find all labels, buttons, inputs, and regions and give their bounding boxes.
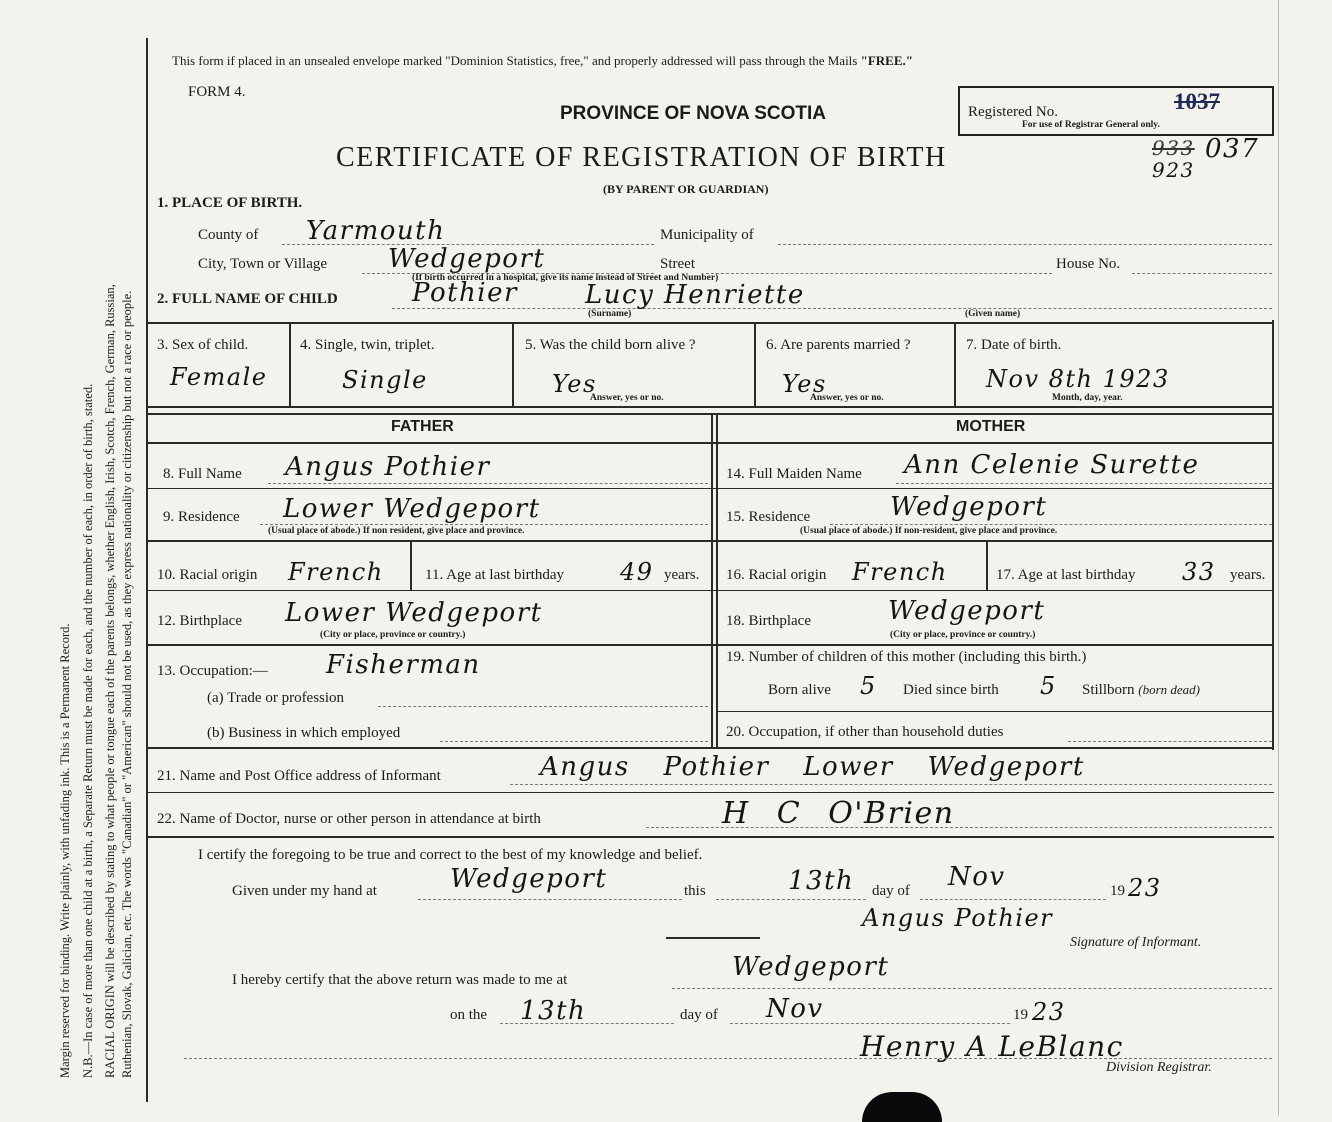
certify-statement: I certify the foregoing to be true and correct to the best of my knowledge and belief.	[198, 847, 703, 863]
doctor-label: 22. Name of Doctor, nurse or other person in attendance at birth	[157, 811, 541, 827]
born-alive-answer: Yes	[552, 370, 597, 398]
on-the-label: on the	[450, 1007, 488, 1023]
born-alive-note: Answer, yes or no.	[590, 393, 664, 403]
born-alive-label: Born alive	[768, 682, 831, 698]
sex-label: 3. Sex of child.	[157, 337, 249, 353]
plurality-label: 4. Single, twin, triplet.	[300, 337, 435, 353]
child-surname: Pothier	[412, 278, 518, 308]
registrar-place-value: Wedgeport	[732, 952, 890, 982]
father-occupation-value: Fisherman	[326, 650, 481, 680]
stillborn-label: Stillborn (born dead)	[1082, 682, 1201, 698]
father-age-value: 49	[620, 558, 654, 586]
given-year-suffix: 23	[1128, 874, 1162, 902]
died-since-birth-label: Died since birth	[903, 682, 999, 698]
informant-value: Angus Pothier Lower Wedgeport	[540, 752, 1085, 782]
registrar-day-of-label: day of	[680, 1007, 718, 1023]
doctor-value: H C O'Brien	[722, 796, 955, 831]
father-residence-note: (Usual place of abode.) If non resident, give place and province.	[268, 526, 525, 536]
father-occupation-label: 13. Occupation:—	[157, 663, 268, 679]
father-residence-value: Lower Wedgeport	[283, 494, 541, 524]
mother-birthplace-note: (City or place, province or country.)	[890, 630, 1036, 640]
mother-residence-value: Wedgeport	[890, 492, 1048, 522]
margin-note-racial-origin-2: Ruthenian, Slovak, Galician, etc. The words "Canadian" or "American" should not be used, as they express nationality or citizenship but not a race or people.	[120, 290, 134, 1078]
mother-age-value: 33	[1182, 558, 1216, 586]
municipality-label: Municipality of	[660, 227, 754, 243]
mother-years-label: years.	[1230, 567, 1266, 583]
mailing-notice: This form if placed in an unsealed envelope marked "Dominion Statistics, free," and properly addressed will pass through the Mails "FREE."	[172, 53, 913, 68]
registrar-statement: I hereby certify that the above return was made to me at	[232, 972, 568, 988]
mother-age-label: 17. Age at last birthday	[996, 567, 1136, 583]
certificate-title: CERTIFICATE OF REGISTRATION OF BIRTH	[336, 142, 947, 173]
child-name-label: 2. FULL NAME OF CHILD	[157, 291, 338, 307]
this-label: this	[684, 883, 706, 899]
surname-note: (Surname)	[588, 309, 632, 319]
registrar-year-prefix: 19	[1013, 1007, 1028, 1023]
margin-number-suffix: 037	[1205, 134, 1260, 164]
mother-heading: MOTHER	[956, 418, 1026, 435]
father-race-label: 10. Racial origin	[157, 567, 258, 583]
parents-married-note: Answer, yes or no.	[810, 393, 884, 403]
date-of-birth-label: 7. Date of birth.	[966, 337, 1062, 353]
parents-married-answer: Yes	[782, 370, 827, 398]
frame-left-border	[146, 38, 148, 1102]
margin-number-bottom: 923	[1152, 158, 1195, 182]
informant-label: 21. Name and Post Office address of Informant	[157, 768, 441, 784]
father-name-value: Angus Pothier	[285, 452, 491, 482]
given-name-note: (Given name)	[965, 309, 1021, 319]
father-residence-label: 9. Residence	[163, 509, 240, 525]
informant-signature-label: Signature of Informant.	[1070, 935, 1202, 950]
given-month-value: Nov	[948, 862, 1006, 892]
house-number-label: House No.	[1056, 256, 1121, 272]
given-year-prefix: 19	[1110, 883, 1125, 899]
mother-birthplace-value: Wedgeport	[888, 596, 1046, 626]
division-registrar-label: Division Registrar.	[1106, 1060, 1212, 1075]
frame-right-border	[1272, 320, 1274, 750]
form-number: FORM 4.	[188, 84, 246, 100]
margin-number-crossed: 933	[1152, 136, 1195, 160]
registrar-signature: Henry A LeBlanc	[860, 1030, 1124, 1063]
hospital-note: (If birth occurred in a hospital, give its name instead of Street and Number)	[412, 273, 719, 283]
registrar-day-value: 13th	[520, 996, 587, 1026]
father-years-label: years.	[664, 567, 700, 583]
registrar-month-value: Nov	[766, 994, 824, 1024]
place-of-birth-heading: 1. PLACE OF BIRTH.	[157, 195, 303, 211]
died-since-birth-count: 5	[1040, 672, 1057, 700]
given-place-value: Wedgeport	[450, 864, 608, 894]
mother-name-value: Ann Celenie Surette	[904, 450, 1200, 480]
informant-signature: Angus Pothier	[862, 904, 1054, 932]
father-birthplace-note: (City or place, province or country.)	[320, 630, 466, 640]
registered-number-box	[958, 86, 1274, 136]
ink-blot	[862, 1092, 942, 1122]
day-of-label: day of	[872, 883, 910, 899]
mother-race-value: French	[852, 558, 948, 586]
date-of-birth-value: Nov 8th 1923	[986, 365, 1170, 393]
father-name-label: 8. Full Name	[163, 466, 242, 482]
paper-edge	[1278, 0, 1307, 1116]
province-heading: PROVINCE OF NOVA SCOTIA	[560, 103, 827, 124]
given-under-hand-label: Given under my hand at	[232, 883, 377, 899]
father-age-label: 11. Age at last birthday	[425, 567, 564, 583]
mother-occupation-label: 20. Occupation, if other than household duties	[726, 724, 1004, 740]
margin-note-multiple-births: N.B.—In case of more than one child at a birth, a Separate Return must be made for each, and the number of each, in order of birth, stated.	[81, 383, 95, 1078]
father-heading: FATHER	[391, 418, 454, 435]
registered-number-value: 1037	[1174, 89, 1220, 114]
business-employed-label: (b) Business in which employed	[207, 725, 401, 741]
mother-residence-label: 15. Residence	[726, 509, 811, 525]
margin-note-racial-origin-1: RACIAL ORIGIN will be described by stating to what people or tongue each of the parents belongs, whether English, Irish, Scotch, French, German, Russian,	[103, 284, 117, 1078]
registrar-year-suffix: 23	[1032, 998, 1066, 1026]
city-label: City, Town or Village	[198, 256, 328, 272]
mother-race-label: 16. Racial origin	[726, 567, 827, 583]
given-day-value: 13th	[788, 866, 855, 896]
certificate-subtitle: (BY PARENT OR GUARDIAN)	[603, 182, 769, 196]
margin-note-binding: Margin reserved for binding. Write plainly, with unfading ink. This is a Permanent Record.	[58, 623, 72, 1078]
plurality-value: Single	[342, 366, 428, 394]
trade-profession-label: (a) Trade or profession	[207, 690, 345, 706]
mother-birthplace-label: 18. Birthplace	[726, 613, 811, 629]
county-value: Yarmouth	[306, 216, 446, 246]
mother-children-label: 19. Number of children of this mother (including this birth.)	[726, 649, 1087, 665]
city-value: Wedgeport	[388, 244, 546, 274]
father-birthplace-value: Lower Wedgeport	[285, 598, 543, 628]
mother-residence-note: (Usual place of abode.) If non-resident, give place and province.	[800, 526, 1058, 536]
sex-value: Female	[170, 363, 268, 391]
father-birthplace-label: 12. Birthplace	[157, 613, 242, 629]
born-alive-question: 5. Was the child born alive ?	[525, 337, 696, 353]
street-label: Street	[660, 256, 695, 272]
registered-number-label: Registered No.	[968, 104, 1058, 120]
father-race-value: French	[288, 558, 384, 586]
registered-number-note: For use of Registrar General only.	[1022, 120, 1160, 130]
child-given-name: Lucy Henriette	[585, 280, 805, 310]
mother-name-label: 14. Full Maiden Name	[726, 466, 862, 482]
county-label: County of	[198, 227, 259, 243]
date-of-birth-note: Month, day, year.	[1052, 393, 1123, 403]
born-alive-count: 5	[860, 672, 877, 700]
parents-married-question: 6. Are parents married ?	[766, 337, 911, 353]
